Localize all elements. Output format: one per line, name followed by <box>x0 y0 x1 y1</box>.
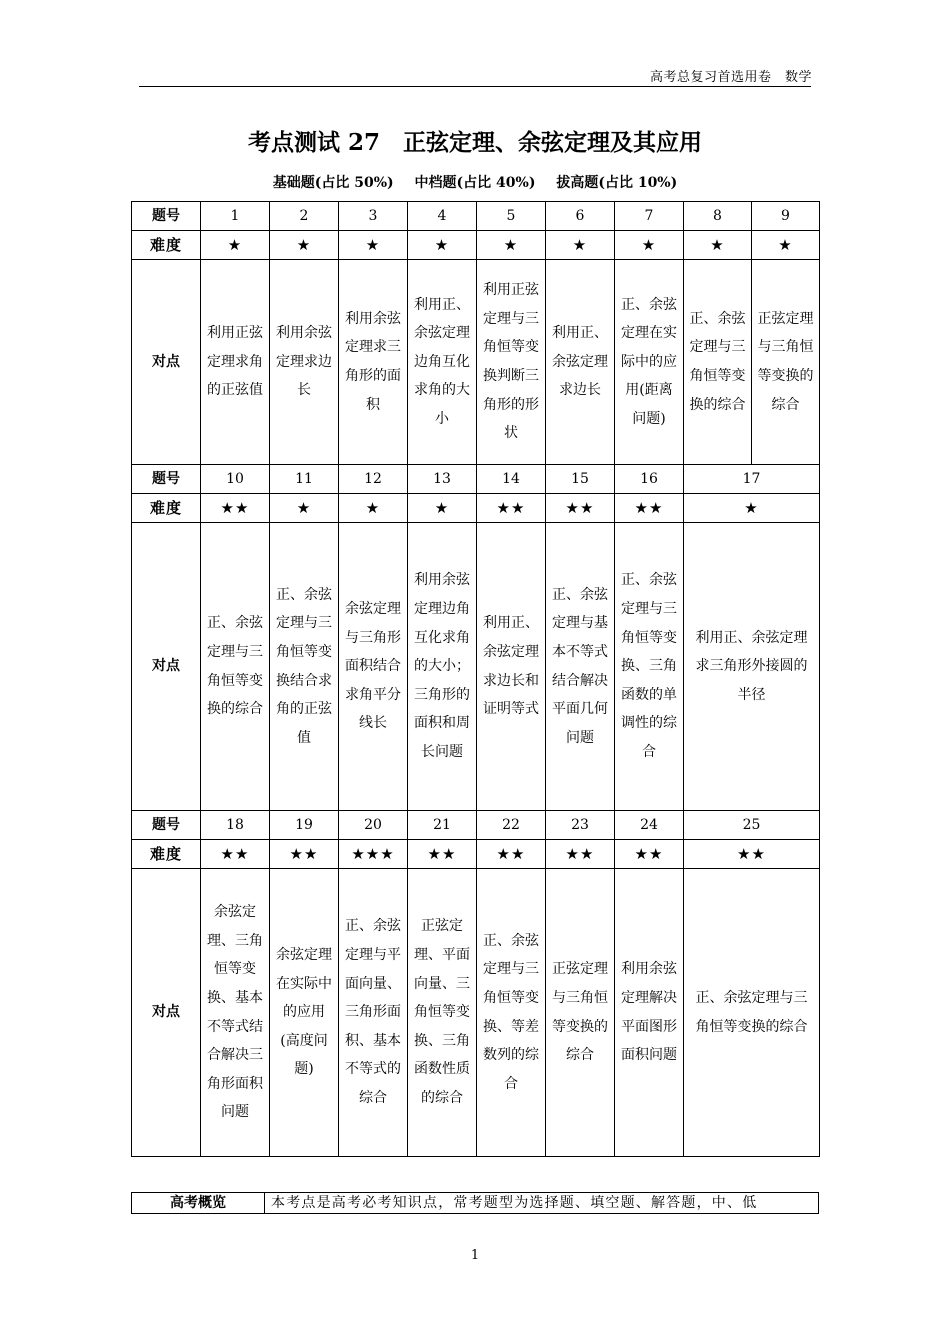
difficulty-stars: ★★★ <box>339 840 408 869</box>
question-number: 2 <box>270 202 339 231</box>
knowledge-point: 利用余弦定理求边长 <box>270 260 339 465</box>
difficulty-stars: ★ <box>752 231 820 260</box>
question-number: 12 <box>339 465 408 494</box>
page-title: 考点测试 27 正弦定理、余弦定理及其应用 <box>247 129 702 156</box>
difficulty-distribution <box>0 172 950 192</box>
difficulty-stars: ★★ <box>546 494 615 523</box>
knowledge-point: 利用正、余弦定理求三角形外接圆的半径 <box>684 523 820 811</box>
question-number: 1 <box>201 202 270 231</box>
knowledge-point: 正、余弦定理与三角恒等变换的综合 <box>684 260 752 465</box>
difficulty-stars: ★ <box>339 231 408 260</box>
table-row-difficulty-2 <box>132 494 820 523</box>
difficulty-stars: ★ <box>684 494 820 523</box>
knowledge-point: 正、余弦定理与三角恒等变换的综合 <box>684 869 820 1157</box>
question-number: 16 <box>615 465 684 494</box>
question-number: 25 <box>684 811 820 840</box>
difficulty-stars: ★★ <box>615 494 684 523</box>
knowledge-point: 余弦定理与三角形面积结合求角平分线长 <box>339 523 408 811</box>
difficulty-stars: ★★ <box>201 494 270 523</box>
overview-text: 本考点是高考必考知识点，常考题型为选择题、填空题、解答题，中、低 <box>265 1193 819 1214</box>
label-point: 对点 <box>132 260 201 465</box>
difficulty-stars: ★ <box>408 231 477 260</box>
difficulty-stars: ★★ <box>270 840 339 869</box>
knowledge-point: 正、余弦定理与三角恒等变换、三角函数的单调性的综合 <box>615 523 684 811</box>
table-row-numbers-1 <box>132 202 820 231</box>
running-header: 高考总复习首选用卷 数学 <box>649 70 812 85</box>
question-number: 21 <box>408 811 477 840</box>
knowledge-point: 利用正、余弦定理求边长和证明等式 <box>477 523 546 811</box>
difficulty-stars: ★★ <box>684 840 820 869</box>
label-number: 题号 <box>132 811 201 840</box>
question-number: 7 <box>615 202 684 231</box>
label-difficulty: 难度 <box>132 231 201 260</box>
difficulty-stars: ★ <box>201 231 270 260</box>
overview-row <box>132 1193 819 1214</box>
knowledge-point: 正、余弦定理在实际中的应用(距离问题) <box>615 260 684 465</box>
knowledge-point: 正弦定理、平面向量、三角恒等变换、三角函数性质的综合 <box>408 869 477 1157</box>
question-number: 6 <box>546 202 615 231</box>
knowledge-point: 余弦定理在实际中的应用(高度问题) <box>270 869 339 1157</box>
knowledge-point: 余弦定理、三角恒等变换、基本不等式结合解决三角形面积问题 <box>201 869 270 1157</box>
table-row-numbers-2 <box>132 465 820 494</box>
table-row-points-3 <box>132 869 820 1157</box>
knowledge-point: 正弦定理与三角恒等变换的综合 <box>752 260 820 465</box>
difficulty-stars: ★ <box>270 231 339 260</box>
knowledge-point: 利用正弦定理求角的正弦值 <box>201 260 270 465</box>
table-row-difficulty-3 <box>132 840 820 869</box>
question-number: 9 <box>752 202 820 231</box>
question-number: 3 <box>339 202 408 231</box>
knowledge-point: 正、余弦定理与三角恒等变换、等差数列的综合 <box>477 869 546 1157</box>
question-number: 19 <box>270 811 339 840</box>
knowledge-point: 利用正、余弦定理边角互化求角的大小 <box>408 260 477 465</box>
knowledge-point: 正、余弦定理与基本不等式结合解决平面几何问题 <box>546 523 615 811</box>
overview-label: 高考概览 <box>132 1193 265 1214</box>
difficulty-stars: ★ <box>408 494 477 523</box>
difficulty-stars: ★★ <box>546 840 615 869</box>
basic-ratio: 基础题(占比 50%) <box>272 175 394 191</box>
question-number: 24 <box>615 811 684 840</box>
difficulty-stars: ★★ <box>615 840 684 869</box>
question-number: 4 <box>408 202 477 231</box>
table-row-difficulty-1 <box>132 231 820 260</box>
label-point: 对点 <box>132 523 201 811</box>
header-rule <box>139 86 811 87</box>
question-table <box>131 201 820 1157</box>
question-number: 5 <box>477 202 546 231</box>
table-row-points-2 <box>132 523 820 811</box>
label-difficulty: 难度 <box>132 494 201 523</box>
knowledge-point: 正弦定理与三角恒等变换的综合 <box>546 869 615 1157</box>
knowledge-point: 正、余弦定理与三角恒等变换结合求角的正弦值 <box>270 523 339 811</box>
difficulty-stars: ★★ <box>408 840 477 869</box>
knowledge-point: 正、余弦定理与平面向量、三角形面积、基本不等式的综合 <box>339 869 408 1157</box>
knowledge-point: 利用余弦定理边角互化求角的大小；三角形的面积和周长问题 <box>408 523 477 811</box>
label-number: 题号 <box>132 202 201 231</box>
question-number: 13 <box>408 465 477 494</box>
medium-ratio: 中档题(占比 40%) <box>414 175 536 191</box>
table-row-points-1 <box>132 260 820 465</box>
knowledge-point: 正、余弦定理与三角恒等变换的综合 <box>201 523 270 811</box>
table-row-numbers-3 <box>132 811 820 840</box>
difficulty-stars: ★★ <box>477 494 546 523</box>
question-number: 23 <box>546 811 615 840</box>
knowledge-point: 利用正弦定理与三角恒等变换判断三角形的形状 <box>477 260 546 465</box>
difficulty-stars: ★ <box>546 231 615 260</box>
label-point: 对点 <box>132 869 201 1157</box>
difficulty-stars: ★★ <box>201 840 270 869</box>
question-number: 18 <box>201 811 270 840</box>
question-number: 22 <box>477 811 546 840</box>
question-number: 17 <box>684 465 820 494</box>
difficulty-stars: ★ <box>477 231 546 260</box>
question-number: 11 <box>270 465 339 494</box>
page-number: 1 <box>470 1248 480 1263</box>
knowledge-point: 利用正、余弦定理求边长 <box>546 260 615 465</box>
overview-table <box>131 1192 819 1214</box>
label-number: 题号 <box>132 465 201 494</box>
difficulty-stars: ★★ <box>477 840 546 869</box>
difficulty-stars: ★ <box>339 494 408 523</box>
question-number: 15 <box>546 465 615 494</box>
question-number: 10 <box>201 465 270 494</box>
difficulty-stars: ★ <box>270 494 339 523</box>
question-number: 20 <box>339 811 408 840</box>
question-number: 14 <box>477 465 546 494</box>
knowledge-point: 利用余弦定理求三角形的面积 <box>339 260 408 465</box>
difficulty-stars: ★ <box>615 231 684 260</box>
question-number: 8 <box>684 202 752 231</box>
label-difficulty: 难度 <box>132 840 201 869</box>
hard-ratio: 拔高题(占比 10%) <box>556 175 678 191</box>
difficulty-stars: ★ <box>684 231 752 260</box>
knowledge-point: 利用余弦定理解决平面图形面积问题 <box>615 869 684 1157</box>
